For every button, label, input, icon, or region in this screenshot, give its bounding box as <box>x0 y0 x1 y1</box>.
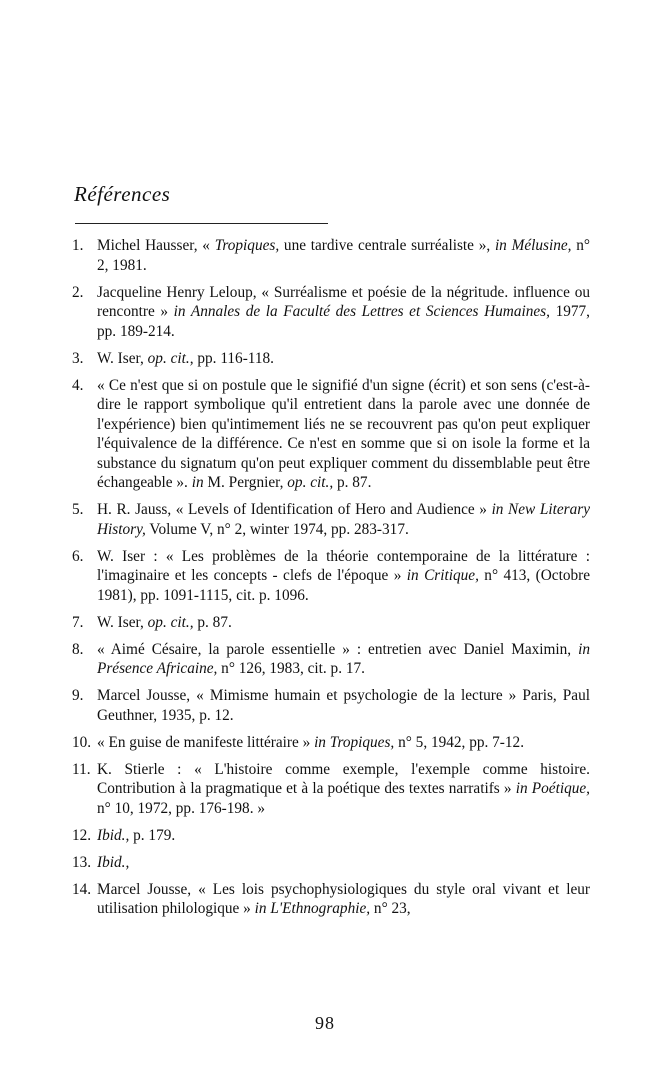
reference-segment: pp. 116-118. <box>193 349 274 367</box>
reference-item <box>72 500 590 539</box>
reference-italic-segment: in Poétique, <box>515 780 590 797</box>
reference-segment: W. Iser : « Les problèmes de la théorie contemporaine de la littérature : l'imaginaire et les concepts - clefs de l'époque » <box>97 547 590 584</box>
reference-text <box>97 760 590 819</box>
reference-segment: n° 23, <box>370 900 411 917</box>
reference-italic-segment: in New Literary History, <box>97 501 590 538</box>
reference-number: 12. <box>72 826 92 844</box>
reference-list <box>72 236 590 926</box>
reference-item <box>72 376 590 493</box>
reference-italic-segment: in Annales de la Faculté des Lettres et Sciences Humaines, <box>173 303 550 320</box>
reference-text <box>97 733 590 753</box>
reference-number: 14. <box>72 880 92 898</box>
reference-text <box>97 236 590 275</box>
reference-segment: 1977, pp. 189-214. <box>97 303 590 340</box>
reference-text <box>97 349 590 369</box>
reference-italic-segment: op. cit., <box>147 613 194 631</box>
reference-segment: n° 10, 1972, pp. 176-198. » <box>97 799 266 817</box>
reference-segment: Michel Hausser, « <box>97 237 215 254</box>
reference-segment: une tardive centrale surréaliste », <box>279 237 495 254</box>
reference-segment: n° 2, 1981. <box>97 237 590 274</box>
reference-number: 6. <box>72 547 84 565</box>
reference-number: 4. <box>72 376 84 394</box>
reference-item <box>72 760 590 819</box>
reference-italic-segment: in Mélusine, <box>494 237 572 254</box>
reference-item <box>72 349 590 369</box>
reference-segment: n° 413, (Octobre 1981), pp. 1091-1115, cit. p. 1096. <box>97 567 590 604</box>
title-underline <box>75 223 328 224</box>
reference-italic-segment: Tropiques, <box>214 237 280 254</box>
page-title: Références <box>74 182 171 206</box>
reference-text <box>97 613 590 633</box>
reference-segment: n° 126, 1983, cit. p. 17. <box>217 660 365 677</box>
reference-italic-segment: op. cit., <box>287 474 334 491</box>
reference-segment: « En guise de manifeste littéraire » <box>97 733 315 751</box>
reference-segment: p. 179. <box>129 826 176 844</box>
reference-text <box>97 640 590 679</box>
reference-item <box>72 613 590 633</box>
reference-number: 2. <box>72 283 84 301</box>
reference-item <box>72 686 590 725</box>
reference-segment: M. Pergnier, <box>203 474 288 491</box>
reference-segment: K. Stierle : « L'histoire comme exemple, l'exemple comme histoire. Contribution à la pragmatique et à la poétique des textes narratifs » <box>97 760 590 797</box>
reference-segment: p. 87. <box>333 474 372 491</box>
reference-segment: « Ce n'est que si on postule que le signifié d'un signe (écrit) et son sens (c'est-à-dire le rapport symbolique qu'il entretient dans la parole avec une donnée de l'expérience) bien qu'intimement liés ne se recouvrent pas qu'on peut expliquer l'équivalence de la différence. Ce n'est en somme que si on isole la forme et la substance du signatum qu'on peut expliquer comment du dissemblable peut être échangeable ». <box>97 376 590 491</box>
reference-text <box>97 880 590 919</box>
reference-italic-segment: Ibid., <box>97 826 130 844</box>
reference-text <box>97 283 590 342</box>
reference-italic-segment: in Tropiques, <box>314 733 395 751</box>
reference-item <box>72 283 590 342</box>
reference-item <box>72 547 590 606</box>
reference-italic-segment: in L'Ethnographie, <box>254 900 371 917</box>
reference-item <box>72 826 590 846</box>
reference-segment: Marcel Jousse, « Mimisme humain et psychologie de la lecture » Paris, Paul Geuthner, 1935, p. 12. <box>97 687 590 724</box>
reference-segment: W. Iser, <box>97 613 148 631</box>
reference-text <box>97 500 590 539</box>
reference-number: 3. <box>72 349 84 367</box>
reference-italic-segment: in Présence Africaine, <box>97 640 590 677</box>
reference-text <box>97 826 590 846</box>
reference-segment: Jacqueline Henry Leloup, « Surréalisme et poésie de la négritude. influence ou rencontre » <box>97 283 590 320</box>
reference-text <box>97 547 590 606</box>
reference-item <box>72 640 590 679</box>
reference-segment: W. Iser, <box>97 349 148 367</box>
reference-text <box>97 853 590 873</box>
reference-number: 11. <box>72 760 91 778</box>
reference-number: 7. <box>72 613 84 631</box>
reference-number: 5. <box>72 501 84 518</box>
reference-italic-segment: in Critique, <box>406 567 479 584</box>
reference-segment: n° 5, 1942, pp. 7-12. <box>394 733 525 751</box>
reference-text <box>97 686 590 725</box>
reference-item <box>72 236 590 275</box>
reference-number: 9. <box>72 687 84 704</box>
reference-segment: p. 87. <box>193 613 232 631</box>
reference-item <box>72 880 590 919</box>
reference-text <box>97 376 590 493</box>
reference-item <box>72 733 590 753</box>
page-number: 98 <box>315 1013 335 1033</box>
reference-italic-segment: Ibid., <box>97 853 130 871</box>
reference-number: 1. <box>72 237 84 254</box>
reference-number: 8. <box>72 640 84 658</box>
reference-number: 10. <box>72 733 92 751</box>
reference-number: 13. <box>72 853 92 871</box>
reference-segment: Marcel Jousse, « Les lois psychophysiologiques du style oral vivant et leur utilisation philologique » <box>97 880 590 917</box>
reference-segment: « Aimé Césaire, la parole essentielle » : entretien avec Daniel Maximin, <box>97 640 579 658</box>
reference-italic-segment: in <box>191 474 204 491</box>
reference-italic-segment: op. cit., <box>147 349 194 367</box>
reference-item <box>72 853 590 873</box>
reference-segment: H. R. Jauss, « Levels of Identification of Hero and Audience » <box>97 501 492 518</box>
reference-segment: Volume V, n° 2, winter 1974, pp. 283-317. <box>145 520 409 538</box>
